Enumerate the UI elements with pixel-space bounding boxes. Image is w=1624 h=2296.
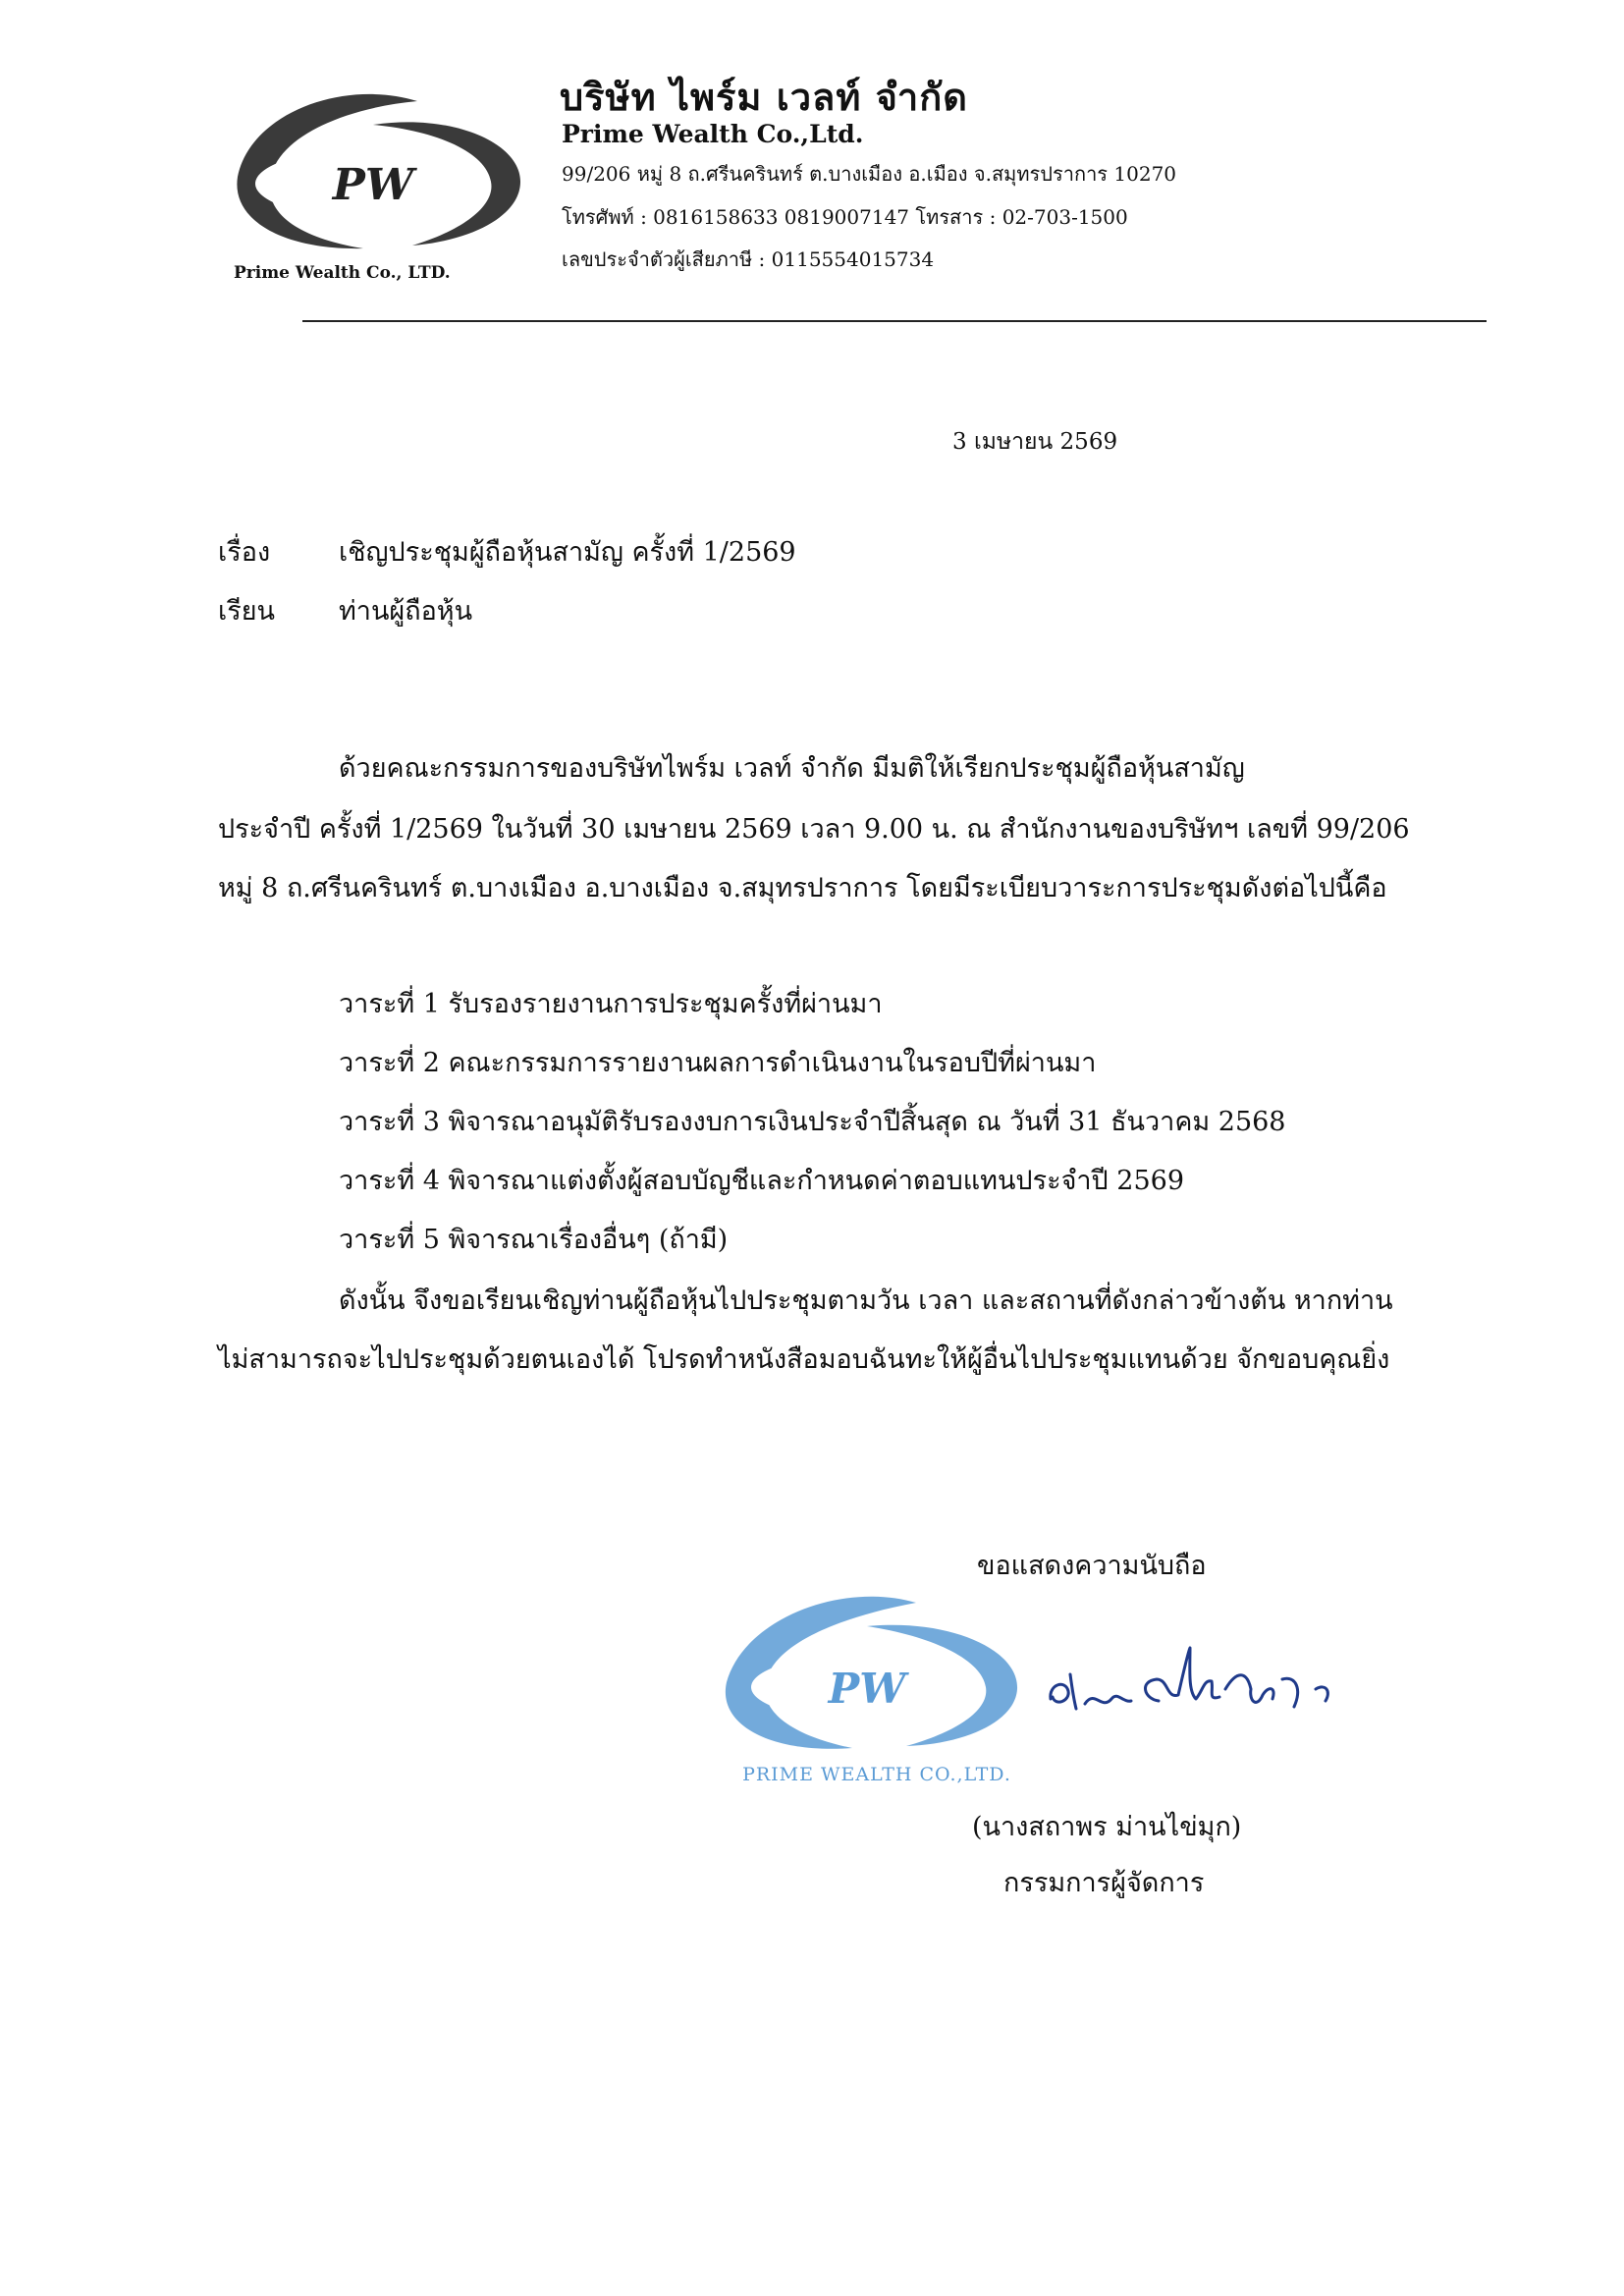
agenda-item: วาระที่ 2 คณะกรรมการรายงานผลการดำเนินงานในรอบปีที่ผ่านมา: [339, 1048, 1097, 1078]
company-phone: โทรศัพท์ : 0816158633 0819007147 โทรสาร : 02-703-1500: [562, 205, 1128, 229]
recipient-label: เรียน: [218, 596, 276, 627]
body-paragraph-line-2: ประจำปี ครั้งที่ 1/2569 ในวันที่ 30 เมษายน 2569 เวลา 9.00 น. ณ สำนักงานของบริษัทฯ เลขที่ 99/206: [218, 814, 1410, 845]
company-stamp: [705, 1589, 1039, 1790]
closing-salutation: ขอแสดงความนับถือ: [977, 1551, 1207, 1581]
letter-date: 3 เมษายน 2569: [952, 429, 1118, 455]
company-address: 99/206 หมู่ 8 ถ.ศรีนครินทร์ ต.บางเมือง อ.เมือง จ.สมุทรปราการ 10270: [562, 162, 1177, 186]
company-logo: [226, 83, 530, 260]
conclusion-line-1: ดังนั้น จึงขอเรียนเชิญท่านผู้ถือหุ้นไปประชุมตามวัน เวลา และสถานที่ดังกล่าวข้างต้น หากท่าน: [339, 1285, 1393, 1316]
svg-text:PW: PW: [828, 1665, 906, 1713]
company-tax-id: เลขประจำตัวผู้เสียภาษี : 0115554015734: [562, 247, 935, 271]
recipient-text: ท่านผู้ถือหุ้น: [339, 596, 473, 627]
company-logo-mark: [226, 83, 530, 260]
company-name-english: Prime Wealth Co.,Ltd.: [562, 120, 864, 148]
agenda-item: วาระที่ 1 รับรองรายงานการประชุมครั้งที่ผ่านมา: [339, 989, 883, 1019]
agenda-item: วาระที่ 3 พิจารณาอนุมัติรับรองงบการเงินประจำปีสิ้นสุด ณ วันที่ 31 ธันวาคม 2568: [339, 1107, 1286, 1137]
agenda-item: วาระที่ 4 พิจารณาแต่งตั้งผู้สอบบัญชีและกำหนดค่าตอบแทนประจำปี 2569: [339, 1166, 1184, 1196]
body-paragraph-line-3: หมู่ 8 ถ.ศรีนครินทร์ ต.บางเมือง อ.บางเมือง จ.สมุทรปราการ โดยมีระเบียบวาระการประชุมดังต่อไปนี้คือ: [218, 873, 1387, 903]
subject-label: เรื่อง: [218, 537, 271, 568]
signer-name: (นางสถาพร ม่านไข่มุก): [972, 1812, 1242, 1842]
logo-caption: Prime Wealth Co., LTD.: [234, 263, 451, 283]
signature-mark: [1041, 1630, 1355, 1738]
signer-title: กรรมการผู้จัดการ: [1003, 1868, 1205, 1898]
svg-text:PW: PW: [332, 160, 414, 210]
handwritten-signature: [1041, 1630, 1355, 1738]
subject-text: เชิญประชุมผู้ถือหุ้นสามัญ ครั้งที่ 1/2569: [339, 537, 796, 568]
agenda-item: วาระที่ 5 พิจารณาเรื่องอื่นๆ (ถ้ามี): [339, 1225, 729, 1255]
conclusion-line-2: ไม่สามารถจะไปประชุมด้วยตนเองได้ โปรดทำหนังสือมอบฉันทะให้ผู้อื่นไปประชุมแทนด้วย จักขอบคุณยิ่ง: [218, 1344, 1390, 1375]
company-name-thai: บริษัท ไพร์ม เวลท์ จำกัด: [560, 75, 968, 119]
company-stamp-mark: [705, 1589, 1039, 1790]
body-paragraph-line-1: ด้วยคณะกรรมการของบริษัทไพร์ม เวลท์ จำกัด มีมติให้เรียกประชุมผู้ถือหุ้นสามัญ: [339, 753, 1245, 784]
header-divider: [302, 320, 1487, 322]
svg-text:PRIME WEALTH CO.,LTD.: PRIME WEALTH CO.,LTD.: [742, 1764, 1011, 1785]
